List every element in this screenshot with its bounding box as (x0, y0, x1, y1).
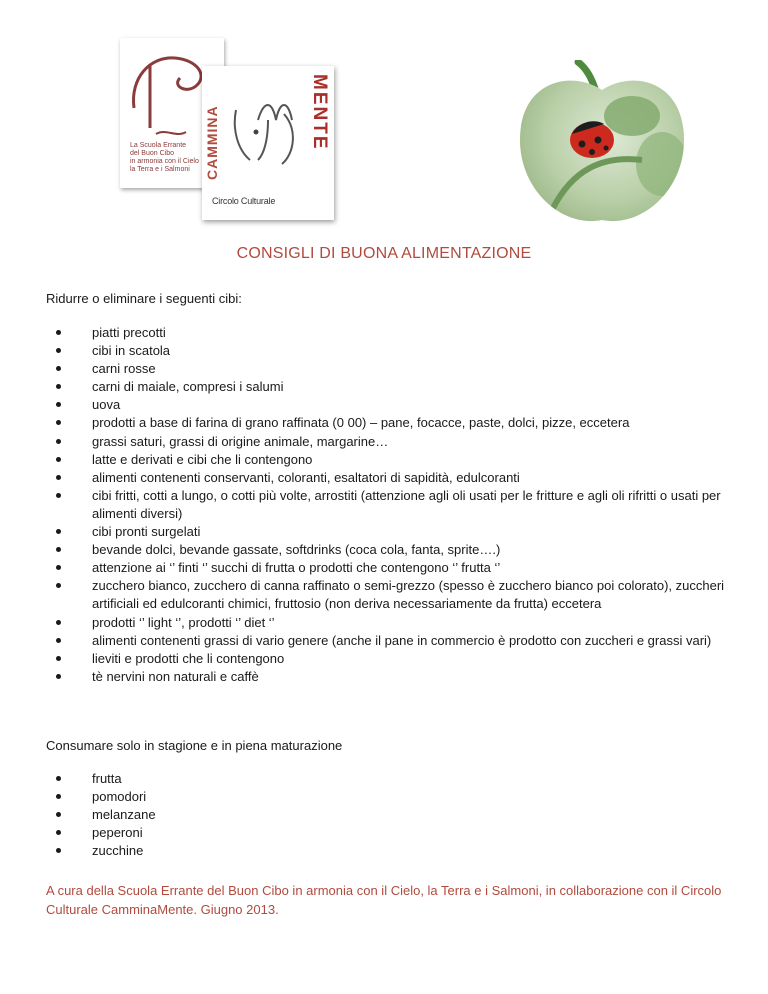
card1-line: in armonia con il Cielo (130, 158, 199, 165)
list-item: cibi pronti surgelati (46, 523, 746, 541)
list-item: lieviti e prodotti che li contengono (46, 650, 746, 668)
card1-line: del Buon Cibo (130, 150, 174, 157)
seasonal-foods-list (46, 770, 746, 860)
list-item: zucchine (46, 842, 746, 860)
list-item: attenzione ai ‘’ finti ‘’ succhi di frutta o prodotti che contengono ‘’ frutta ‘’ (46, 559, 746, 577)
list-item: zucchero bianco, zucchero di canna raffinato o semi-grezzo (spesso è zucchero bianco poi colorato), zuccheri artificiali ed edulcoranti chimici, fruttosio (non deriva necessariamente da frutta) eccetera (46, 577, 746, 613)
foods-to-reduce-list (46, 324, 746, 686)
list-item: grassi saturi, grassi di origine animale, margarine… (46, 433, 746, 451)
list-item: carni di maiale, compresi i salumi (46, 378, 746, 396)
footer-credit: A cura della Scuola Errante del Buon Cibo in armonia con il Cielo, la Terra e i Salmoni, in collaborazione con il Circolo Culturale CamminaMente. Giugno 2013. (46, 883, 722, 917)
camminamente-logo (202, 66, 334, 220)
list-item: frutta (46, 770, 746, 788)
list-item: melanzane (46, 806, 746, 824)
list-item: cibi in scatola (46, 342, 746, 360)
list-item: alimenti contenenti conservanti, coloranti, esaltatori di sapidità, edulcoranti (46, 469, 746, 487)
list-item: prodotti ‘’ light ‘’, prodotti ‘’ diet ‘’ (46, 614, 746, 632)
card1-line: la Terra e i Salmoni (130, 166, 190, 173)
list-item: tè nervini non naturali e caffè (46, 668, 746, 686)
list-item: alimenti contenenti grassi di vario genere (anche il pane in commercio è prodotto con zuccheri e grassi vari) (46, 632, 746, 650)
logo-mente-text: MENTE (309, 74, 330, 151)
logo-caption: Circolo Culturale (212, 196, 276, 206)
page-title: CONSIGLI DI BUONA ALIMENTAZIONE (236, 245, 532, 262)
section2-intro: Consumare solo in stagione e in piena maturazione (46, 738, 343, 753)
list-item: peperoni (46, 824, 746, 842)
list-item: cibi fritti, cotti a lungo, o cotti più volte, arrostiti (attenzione agli oli usati per le fritture e agli oli rifritti o usati per alimenti diversi) (46, 487, 746, 523)
list-item: carni rosse (46, 360, 746, 378)
ladybug-apple-image (512, 60, 692, 232)
list-item: prodotti a base di farina di grano raffinata (0 00) – pane, focacce, paste, dolci, pizze, eccetera (46, 414, 746, 432)
list-item: latte e derivati e cibi che li contengono (46, 451, 746, 469)
camminamente-face-icon (228, 80, 298, 180)
card1-line: La Scuola Errante (130, 142, 187, 149)
list-item: uova (46, 396, 746, 414)
list-item: piatti precotti (46, 324, 746, 342)
logo-group (120, 38, 340, 222)
list-item: bevande dolci, bevande gassate, softdrinks (coca cola, fanta, sprite….) (46, 541, 746, 559)
logo-cammina-text: CAMMINA (204, 105, 220, 180)
section1-intro: Ridurre o eliminare i seguenti cibi: (46, 291, 242, 306)
list-item: pomodori (46, 788, 746, 806)
